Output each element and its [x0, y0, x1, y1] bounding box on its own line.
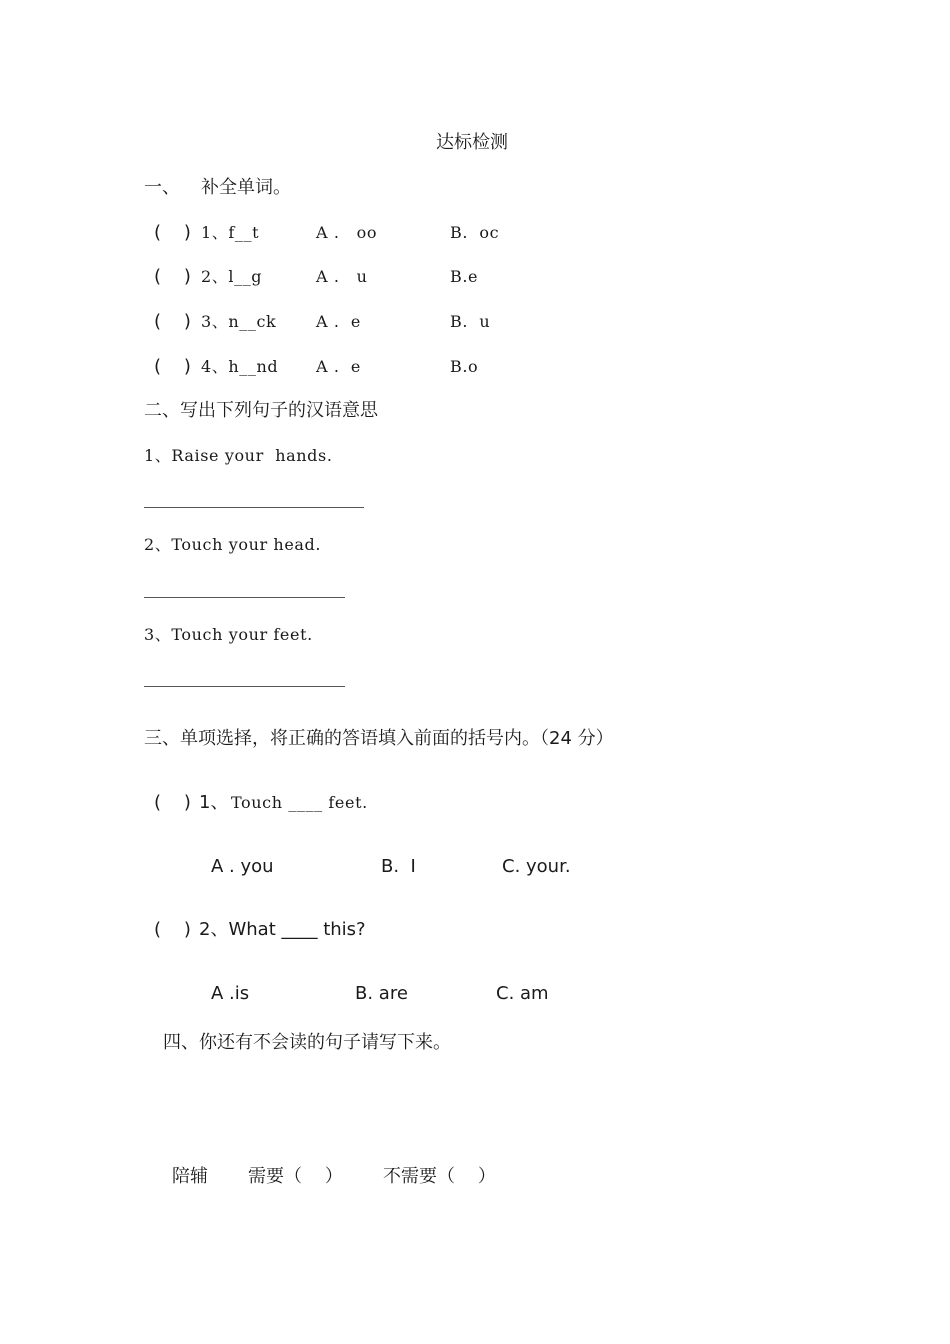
sentence-2: 2、Touch your head. — [144, 535, 322, 554]
option-b: B. u — [450, 312, 491, 331]
option-b: B.o — [450, 357, 479, 376]
sentence-3: 3、Touch your feet. — [144, 625, 313, 644]
option-c: C. am — [496, 983, 549, 1004]
question-text: 2、What ____ this? — [199, 919, 366, 940]
answer-parentheses[interactable]: ( ) — [154, 222, 191, 243]
page-title: 达标检测 — [436, 132, 508, 153]
section4-heading: 四、你还有不会读的句子请写下来。 — [163, 1032, 451, 1053]
word-blank: 3、n__ck — [201, 312, 277, 331]
option-a: A . oo — [316, 223, 378, 242]
section1-heading-number: 一、 — [144, 177, 180, 198]
answer-parentheses[interactable]: ( ) — [154, 311, 191, 332]
option-b: B. oc — [450, 223, 500, 242]
option-b: B. are — [355, 983, 408, 1004]
option-a: A . e — [316, 312, 361, 331]
word-blank: 1、f__t — [201, 223, 260, 242]
option-a: A .is — [211, 983, 250, 1004]
answer-line-2[interactable] — [144, 597, 345, 598]
question-number: 1、 — [199, 792, 229, 813]
word-blank: 4、h__nd — [201, 357, 279, 376]
option-b: B. I — [381, 856, 416, 877]
tutoring-label: 陪辅 — [172, 1166, 208, 1187]
answer-parentheses[interactable]: ( ) — [154, 356, 191, 377]
question-text: Touch ____ feet. — [231, 793, 368, 812]
answer-parentheses[interactable]: ( ) — [154, 266, 191, 287]
answer-line-3[interactable] — [144, 686, 345, 687]
section2-heading: 二、写出下列句子的汉语意思 — [144, 400, 378, 421]
section1-heading: 补全单词。 — [201, 177, 291, 198]
no-need-option[interactable]: 不需要（ ） — [383, 1166, 496, 1187]
word-blank: 2、l__g — [201, 267, 263, 286]
need-option[interactable]: 需要（ ） — [248, 1166, 343, 1187]
option-a: A . u — [316, 267, 368, 286]
answer-parentheses[interactable]: ( ) — [154, 792, 191, 813]
option-a: A . you — [211, 856, 274, 877]
option-c: C. your. — [502, 856, 571, 877]
option-b: B.e — [450, 267, 479, 286]
answer-parentheses[interactable]: ( ) — [154, 919, 191, 940]
answer-line-1[interactable] — [144, 507, 364, 508]
option-a: A . e — [316, 357, 361, 376]
section3-heading: 三、单项选择，将正确的答语填入前面的括号内。（24 分） — [144, 728, 614, 749]
sentence-1: 1、Raise your hands. — [144, 446, 333, 465]
